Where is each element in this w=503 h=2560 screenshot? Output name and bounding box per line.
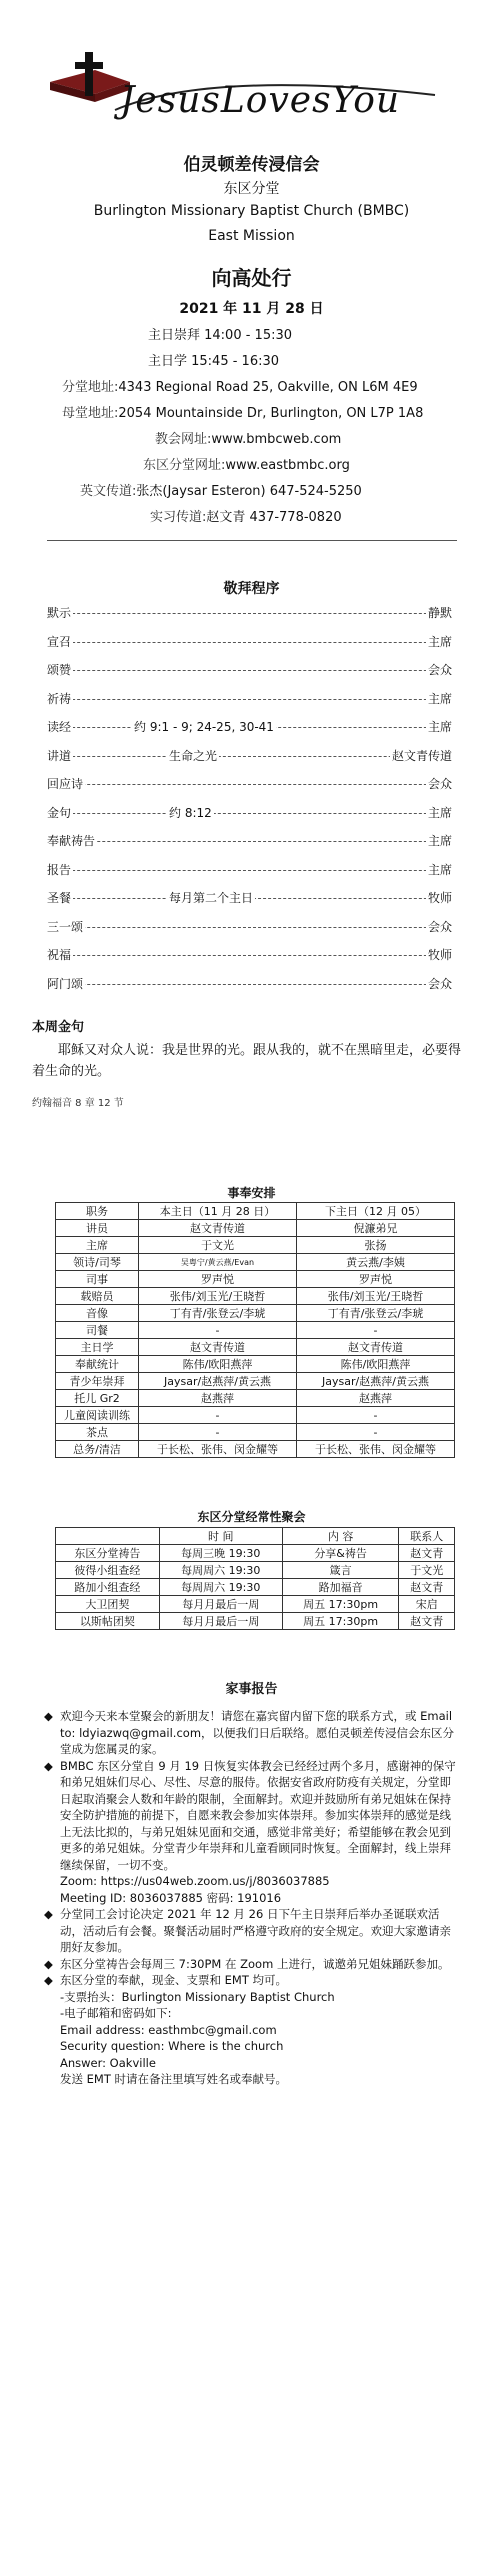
news-item-text: -支票抬头：Burlington Missionary Baptist Church [60, 1989, 335, 2004]
table-cell: 东区分堂祷告 [56, 1545, 160, 1562]
table-cell: Jaysar/赵燕萍/黄云燕 [139, 1373, 297, 1390]
branch-address-label: 分堂地址: [62, 380, 119, 395]
worship-item-leader: 主席 [427, 720, 452, 734]
worship-item [47, 832, 452, 852]
table-cell: 黄云燕/李姨 [297, 1254, 455, 1271]
worship-item-leader: 主席 [427, 862, 452, 877]
worship-item-name: 奉献祷告 [47, 834, 96, 848]
duties-title: 事奉安排 [227, 1186, 276, 1200]
worship-item-name: 读经 [47, 720, 72, 734]
table-cell: 丁有青/张登云/李琥 [297, 1305, 455, 1322]
table-cell: 吴粤宁/黄云燕/Evan [139, 1254, 297, 1271]
table-row [56, 1441, 455, 1458]
sermon-series-title: 向高处行 [211, 266, 292, 290]
mother-address [62, 402, 423, 421]
news-item [60, 2055, 460, 2072]
service-time: 主日崇拜 14:00 - 15:30 [148, 328, 293, 343]
church-logo [45, 50, 445, 140]
news-item [60, 2038, 460, 2055]
table-cell: 每月月最后一周 [159, 1613, 282, 1630]
diamond-bullet-icon: ◆ [44, 1956, 53, 1971]
news-item [60, 1890, 460, 1907]
worship-item-name: 阿门颂 [47, 976, 84, 991]
table-cell: 赵文青 [399, 1613, 455, 1630]
table-cell: 于长松、张伟、闵金耀等 [139, 1441, 297, 1458]
church-name-cn: 伯灵顿差传浸信会 [183, 155, 320, 175]
table-cell: - [297, 1322, 455, 1339]
news-item [44, 1906, 460, 1956]
verse-title: 本周金句 [32, 1020, 85, 1035]
news-item-text: Email address: easthmbc@gmail.com [60, 2022, 277, 2037]
table-cell: 箴言 [282, 1562, 399, 1579]
table-cell: 青少年崇拜 [56, 1373, 139, 1390]
diamond-bullet-icon: ◆ [44, 1758, 53, 1773]
worship-item-detail: 生命之光 [169, 748, 218, 763]
table-cell: 张伟/刘玉光/王晓哲 [297, 1288, 455, 1305]
table-cell: 司餐 [56, 1322, 139, 1339]
table-cell: 主日学 [56, 1339, 139, 1356]
dotted-leader [47, 813, 452, 814]
worship-item [47, 747, 452, 767]
table-row [56, 1271, 455, 1288]
worship-item-name: 三一颂 [47, 919, 84, 934]
table-cell: 总务/清洁 [56, 1441, 139, 1458]
table-cell: 以斯帖团契 [56, 1613, 160, 1630]
church-branch-en: East Mission [208, 228, 295, 244]
table-row [56, 1596, 455, 1613]
table-row [56, 1322, 455, 1339]
table-cell: 奉献统计 [56, 1356, 139, 1373]
english-pastor [80, 480, 362, 499]
worship-item [47, 690, 452, 710]
school-time: 主日学 15:45 - 16:30 [148, 354, 280, 369]
table-cell: 路加福音 [282, 1579, 399, 1596]
table-cell: 周五 17:30pm [282, 1596, 399, 1613]
table-row [56, 1545, 455, 1562]
branch-address [62, 376, 418, 395]
table-cell: 音像 [56, 1305, 139, 1322]
worship-item-name: 祈祷 [47, 691, 72, 706]
church-website-label: 教会网址: [155, 432, 212, 447]
worship-item [47, 633, 452, 653]
diamond-bullet-icon: ◆ [44, 1907, 53, 1921]
news-item-text: -电子邮箱和密码如下: [60, 2006, 172, 2020]
news-item [60, 2071, 460, 2088]
church-branch-cn: 东区分堂 [223, 181, 280, 197]
table-row [56, 1424, 455, 1441]
worship-item-leader: 静默 [427, 606, 452, 620]
table-cell: - [297, 1424, 455, 1441]
table-header-cell [56, 1528, 160, 1545]
table-cell: 彼得小组查经 [56, 1562, 160, 1579]
church-name-en: Burlington Missionary Baptist Church (BMBC) [93, 203, 410, 219]
news-item [60, 2005, 460, 2022]
english-pastor-label: 英文传道: [80, 484, 137, 499]
table-header-cell: 下主日（12 月 05） [297, 1203, 455, 1220]
table-row [56, 1390, 455, 1407]
table-cell: 每周周六 19:30 [159, 1579, 282, 1596]
worship-item-name: 讲道 [47, 748, 72, 763]
branch-website-label: 东区分堂网址: [143, 458, 226, 473]
mother-address-label: 母堂地址: [62, 406, 119, 421]
worship-item [47, 661, 452, 681]
table-cell: - [139, 1424, 297, 1441]
table-cell: 于文光 [139, 1237, 297, 1254]
table-cell: 赵文青传道 [297, 1339, 455, 1356]
news-item-text: BMBC 东区分堂自 9 月 19 日恢复实体教会已经经过两个多月，感谢神的保守和弟兄姐妹们尽心、尽性、尽意的服侍。依据安省政府防疫有关规定，分堂即日起取消聚会人数和年龄的限制，全面解封。欢迎并鼓励所有弟兄姐妹在保持安全防护措施的前提下，自愿来教会参加实体崇拜。参加实体崇拜的感觉是线上无法比拟的，与弟兄姐妹见面和交通，感觉非常美好；希望能够在教会见到更多的弟兄姐妹。分堂青少年崇拜和儿童看顾同时恢复。全面解封，线上崇拜继续保留，一切不变。 [60, 1758, 456, 1872]
table-cell: 张扬 [297, 1237, 455, 1254]
news-item-text: 发送 EMT 时请在备注里填写姓名或奉献号。 [60, 2072, 288, 2086]
table-header-cell: 本主日（11 月 28 日） [139, 1203, 297, 1220]
table-row [56, 1562, 455, 1579]
table-row [56, 1305, 455, 1322]
worship-item [47, 775, 452, 795]
table-cell: 茶点 [56, 1424, 139, 1441]
worship-item-name: 默示 [47, 606, 72, 620]
worship-item-leader: 赵文青传道 [391, 748, 452, 763]
worship-order-list [47, 604, 452, 1024]
table-row [56, 1407, 455, 1424]
table-row [56, 1220, 455, 1237]
dotted-leader [47, 670, 452, 671]
dotted-leader [47, 699, 452, 700]
table-header-cell: 内 容 [282, 1528, 399, 1545]
worship-item-leader: 主席 [427, 834, 452, 848]
table-row [56, 1356, 455, 1373]
worship-item-leader: 会众 [427, 919, 452, 934]
worship-item-name: 金句 [47, 805, 72, 820]
dotted-leader [47, 870, 452, 871]
table-cell: 周五 17:30pm [282, 1613, 399, 1630]
worship-item-name: 圣餐 [47, 891, 72, 905]
dotted-leader [47, 784, 452, 785]
table-cell: - [139, 1407, 297, 1424]
gatherings-table [55, 1527, 455, 1630]
diamond-bullet-icon: ◆ [44, 1709, 53, 1723]
table-header-row [56, 1528, 455, 1545]
intern-pastor-value: 赵文青 437-778-0820 [206, 510, 342, 525]
table-cell: - [297, 1407, 455, 1424]
table-cell: 赵文青传道 [139, 1339, 297, 1356]
worship-item-name: 颂赞 [47, 663, 72, 677]
worship-item-leader: 会众 [427, 663, 452, 677]
news-item [60, 2022, 460, 2039]
table-cell: Jaysar/赵燕萍/黄云燕 [297, 1373, 455, 1390]
table-cell: 陈伟/欧阳燕萍 [297, 1356, 455, 1373]
news-item-text: Meeting ID: 8036037885 密码: 191016 [60, 1890, 282, 1905]
church-website-link[interactable]: www.bmbcweb.com [211, 432, 342, 447]
worship-item [47, 604, 452, 624]
dotted-leader [47, 984, 452, 985]
worship-item-name: 回应诗 [47, 777, 84, 791]
news-item [60, 1873, 460, 1890]
table-header-cell: 时 间 [159, 1528, 282, 1545]
worship-order-title: 敬拜程序 [223, 581, 280, 597]
table-cell: 赵文青 [399, 1545, 455, 1562]
worship-item [47, 975, 452, 995]
table-cell: 宋启 [399, 1596, 455, 1613]
worship-item-name: 宣召 [47, 634, 72, 649]
table-cell: 每周三晚 19:30 [159, 1545, 282, 1562]
church-website [155, 428, 341, 447]
news-item-text: 东区分堂祷告会每周三 7:30PM 在 Zoom 上进行，诚邀弟兄姐妹踊跃参加。 [60, 1956, 450, 1971]
dotted-leader [47, 642, 452, 643]
verse-text: 耶稣又对众人说：我是世界的光。跟从我的，就不在黑暗里走，必要得着生命的光。 [32, 1043, 462, 1079]
table-cell: 载赔员 [56, 1288, 139, 1305]
duties-table [55, 1202, 455, 1458]
table-cell: 陈伟/欧阳燕萍 [139, 1356, 297, 1373]
worship-item-leader: 主席 [427, 805, 452, 820]
worship-item-leader: 牧师 [427, 948, 452, 962]
header-divider [47, 540, 457, 541]
table-cell: 每周周六 19:30 [159, 1562, 282, 1579]
worship-item [47, 861, 452, 881]
dotted-leader [47, 927, 452, 928]
gatherings-title: 东区分堂经常性聚会 [197, 1510, 306, 1524]
worship-item-leader: 会众 [427, 777, 452, 791]
news-item-text: Security question: Where is the church [60, 2039, 284, 2053]
intern-pastor [150, 506, 342, 525]
branch-address-value: 4343 Regional Road 25, Oakville, ON L6M 4E9 [118, 380, 418, 395]
table-cell: 罗声悦 [139, 1271, 297, 1288]
table-cell: 主席 [56, 1237, 139, 1254]
table-cell: 赵文青传道 [139, 1220, 297, 1237]
worship-item-leader: 会众 [427, 976, 452, 991]
table-row [56, 1613, 455, 1630]
dotted-leader [47, 841, 452, 842]
worship-item-leader: 主席 [427, 691, 452, 706]
branch-website [143, 454, 350, 473]
table-cell: 赵文青 [399, 1579, 455, 1596]
table-header-row [56, 1203, 455, 1220]
table-cell: 于长松、张伟、闵金耀等 [297, 1441, 455, 1458]
worship-item [47, 918, 452, 938]
table-header-cell: 联系人 [399, 1528, 455, 1545]
news-item-text: 分堂同工会讨论决定 2021 年 12 月 26 日下午主日崇拜后举办圣诞联欢活动，活动后有会餐。聚餐活动届时严格遵守政府的安全规定。欢迎大家邀请亲朋好友参加。 [60, 1907, 451, 1954]
news-item-text: 东区分堂的奉献，现金、支票和 EMT 均可。 [60, 1973, 288, 1987]
table-row [56, 1339, 455, 1356]
news-item [44, 1758, 460, 1874]
table-cell: 赵燕萍 [297, 1390, 455, 1407]
worship-item-name: 祝福 [47, 948, 72, 962]
english-pastor-value: 张杰(Jaysar Esteron) 647-524-5250 [136, 484, 362, 499]
table-row [56, 1237, 455, 1254]
news-item-text: Answer: Oakville [60, 2055, 156, 2070]
table-row [56, 1579, 455, 1596]
worship-item-detail: 每月第二个主日 [169, 891, 254, 905]
table-row [56, 1373, 455, 1390]
news-item [60, 1989, 460, 2006]
table-header-cell: 职务 [56, 1203, 139, 1220]
diamond-bullet-icon: ◆ [44, 1973, 53, 1987]
dotted-leader [47, 613, 452, 614]
news-title: 家事报告 [225, 1682, 278, 1697]
news-item-text: Zoom: https://us04web.zoom.us/j/8036037885 [60, 1874, 330, 1888]
table-cell: 倪濂弟兄 [297, 1220, 455, 1237]
table-cell: 于文光 [399, 1562, 455, 1579]
table-row [56, 1288, 455, 1305]
table-cell: 分享&祷告 [282, 1545, 399, 1562]
intern-pastor-label: 实习传道: [150, 510, 207, 525]
mother-address-value: 2054 Mountainside Dr, Burlington, ON L7P 1A8 [118, 406, 424, 421]
table-cell: 讲员 [56, 1220, 139, 1237]
worship-item-detail: 约 8:12 [169, 805, 212, 820]
news-list [44, 1708, 460, 2088]
table-cell: 大卫团契 [56, 1596, 160, 1613]
table-row [56, 1254, 455, 1271]
worship-item-leader: 牧师 [427, 891, 452, 905]
logo-text: JesusLovesYou [120, 80, 401, 121]
worship-item [47, 889, 452, 909]
dotted-leader [47, 955, 452, 956]
table-cell: 路加小组查经 [56, 1579, 160, 1596]
branch-website-link[interactable]: www.eastbmbc.org [225, 458, 350, 473]
verse-reference: 约翰福音 8 章 12 节 [32, 1098, 124, 1109]
table-cell: 领诗/司琴 [56, 1254, 139, 1271]
worship-item-leader: 主席 [427, 634, 452, 649]
table-cell: 张伟/刘玉光/王晓哲 [139, 1288, 297, 1305]
table-cell: 儿童阅读训练 [56, 1407, 139, 1424]
table-cell: 每月月最后一周 [159, 1596, 282, 1613]
table-cell: 司事 [56, 1271, 139, 1288]
worship-item-detail: 约 9:1 - 9; 24-25, 30-41 [134, 720, 274, 734]
table-cell: 丁有青/张登云/李琥 [139, 1305, 297, 1322]
table-cell: - [139, 1322, 297, 1339]
worship-item [47, 946, 452, 966]
table-cell: 赵燕萍 [139, 1390, 297, 1407]
news-item [44, 1972, 460, 1989]
table-cell: 罗声悦 [297, 1271, 455, 1288]
worship-item-name: 报告 [47, 862, 72, 877]
table-cell: 托儿 Gr2 [56, 1390, 139, 1407]
bulletin-date: 2021 年 11 月 28 日 [179, 301, 324, 317]
worship-item [47, 718, 452, 738]
news-item-text: 欢迎今天来本堂聚会的新朋友！请您在嘉宾留内留下您的联系方式，或 Email to: ldyiazwq@gmail.com，以便我们日后联络。愿伯灵顿差传浸信会东区分堂成为您属灵的家。 [60, 1709, 455, 1756]
news-item [44, 1708, 460, 1758]
worship-item [47, 804, 452, 824]
news-item [44, 1956, 460, 1973]
